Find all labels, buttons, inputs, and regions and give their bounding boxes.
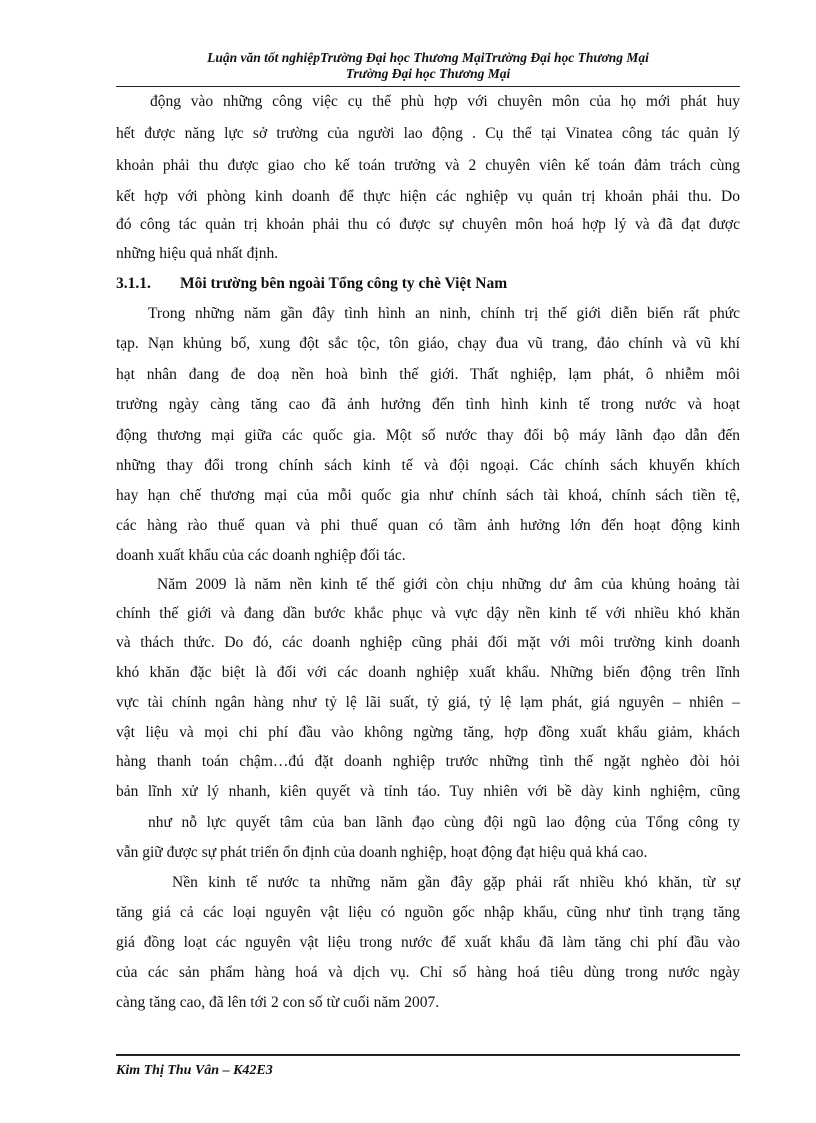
body-line: giá đồng loạt các nguyên vật liệu trong nước để xuất khẩu đã làm tăng chi phí đầu vào [116, 934, 740, 951]
body-line: đó công tác quản trị khoản phải thu có được sự chuyên môn hoá hợp lý và đã đạt được [116, 216, 740, 233]
body-line: hết được năng lực sở trường của người lao động . Cụ thể tại Vinatea công tác quản lý [116, 125, 740, 142]
body-line: tạp. Nạn khủng bố, xung đột sắc tộc, tôn giáo, chạy đua vũ trang, đảo chính và vũ khí [116, 335, 740, 352]
body-line: vực tài chính ngân hàng như tỷ lệ lãi suất, tỷ giá, tỷ lệ lạm phát, giá nguyên – nhiên – [116, 694, 740, 711]
body-line: những hiệu quả nhất định. [116, 245, 279, 262]
body-line: tăng giá cả các loại nguyên vật liệu có nguồn gốc nhập khẩu, cũng như tình trạng tăng [116, 904, 740, 921]
body-line: Trong những năm gần đây tình hình an ninh, chính trị thế giới diễn biến rất phức [148, 305, 740, 322]
body-line: Nền kinh tế nước ta những năm gần đây gặp phải rất nhiều khó khăn, từ sự [172, 874, 740, 891]
body-line: khoản phải thu được giao cho kế toán trưởng và 2 chuyên viên kế toán đảm trách cùng [116, 157, 740, 174]
body-line: động thương mại giữa các quốc gia. Một số nước thay đổi bộ máy lãnh đạo dẫn đến [116, 427, 740, 444]
body-line: doanh xuất khẩu của các doanh nghiệp đối tác. [116, 547, 406, 564]
body-line: vật liệu và mọi chi phí đầu vào không ngừng tăng, hợp đồng xuất khẩu giảm, khách [116, 724, 740, 741]
body-line: hạt nhân đang đe doạ nền hoà bình thế giới. Thất nghiệp, lạm phát, ô nhiễm môi [116, 366, 740, 383]
body-line: những thay đổi trong chính sách kinh tế và đội ngoại. Các chính sách khuyến khích [116, 457, 740, 474]
page-footer: Kim Thị Thu Vân – K42E3 [116, 1063, 273, 1078]
body-line: càng tăng cao, đã lên tới 2 con số từ cuối năm 2007. [116, 994, 440, 1011]
body-line: vẫn giữ được sự phát triển ổn định của doanh nghiệp, hoạt động đạt hiệu quả khá cao. [116, 844, 648, 861]
body-line: hàng thanh toán chậm…đú đặt doanh nghiệp trước những tình thế ngặt nghèo đòi hỏi [116, 753, 740, 770]
body-line: kết hợp với phòng kinh doanh để thực hiện các nghiệp vụ quản trị khoản phải thu. Do [116, 188, 740, 205]
body-line: động vào những công việc cụ thể phù hợp với chuyên môn của họ mới phát huy [150, 93, 740, 110]
header-line-1: Luận văn tốt nghiệpTrường Đại học Thương MạiTrường Đại học Thương Mại [207, 50, 649, 65]
body-line: chính thế giới và đang dần bước khắc phục và vực dậy nền kinh tế với nhiều khó khăn [116, 605, 740, 622]
section-heading: Môi trường bên ngoài Tổng công ty chè Việt Nam [180, 275, 508, 292]
body-line: Năm 2009 là năm nền kinh tế thế giới còn chịu những dư âm của khủng hoảng tài [157, 576, 740, 593]
body-line: khó khăn đặc biệt là đối với các doanh nghiệp xuất khẩu. Những biến động trên lĩnh [116, 664, 740, 681]
header-line-2: Trường Đại học Thương Mại [345, 66, 511, 81]
body-line: hay hạn chế thương mại của mỗi quốc gia như chính sách tài khoá, chính sách tiền tệ, [116, 487, 740, 504]
body-line: các hàng rào thuế quan và phi thuế quan có tầm ảnh hưởng lớn đến hoạt động kinh [116, 517, 740, 534]
body-line: và thách thức. Do đó, các doanh nghiệp cũng phải đối mặt với môi trường kinh doanh [116, 634, 740, 651]
body-line: trường ngày càng tăng cao đã ảnh hưởng đến tình hình kinh tế trong nước và hoạt [116, 396, 740, 413]
body-line: của các sản phẩm hàng hoá và dịch vụ. Chỉ số hàng hoá tiêu dùng trong nước ngày [116, 964, 740, 981]
footer-divider [116, 1054, 740, 1056]
body-line: như nỗ lực quyết tâm của ban lãnh đạo cùng đội ngũ lao động của Tổng công ty [148, 814, 740, 831]
header-divider [116, 86, 740, 87]
section-number: 3.1.1. [116, 275, 151, 292]
body-line: bản lĩnh xử lý nhanh, kiên quyết và tỉnh táo. Tuy nhiên với bề dày kinh nghiệm, cũng [116, 783, 740, 800]
page-header [116, 50, 740, 82]
